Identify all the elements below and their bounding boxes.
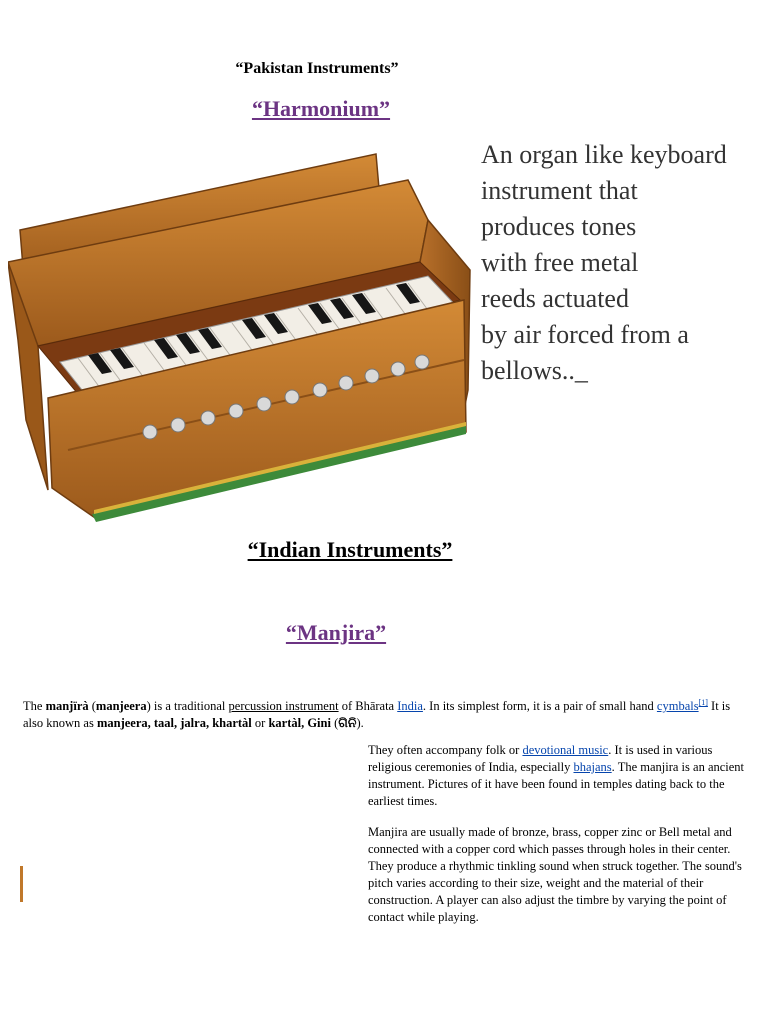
manjira-title: “Manjira”	[285, 620, 387, 645]
harmonium-title: “Harmonium”	[251, 96, 391, 121]
description-line-underscore: _	[574, 356, 588, 385]
text: . The manjira is an ancient instrument. Pictures of it have been found in temples dating back to the earliest times.	[368, 760, 745, 808]
text: or	[251, 716, 269, 731]
term-aliases: manjeera, taal, jalra, khartàl	[96, 716, 252, 731]
text: of Bhārata	[338, 699, 398, 714]
reference-1-link[interactable]: [1]	[698, 698, 708, 707]
percussion-instrument-link[interactable]: percussion instrument	[228, 699, 339, 714]
term-kartal-gini: kartàl, Gini	[268, 716, 331, 731]
term-manjira: manjïrà	[45, 699, 89, 714]
bhajans-link[interactable]: bhajans	[573, 760, 612, 774]
description-line: instrument that	[481, 176, 638, 205]
text: (	[330, 716, 339, 731]
description-line: produces tones	[481, 212, 637, 241]
devotional-music-link[interactable]: devotional music	[522, 743, 609, 757]
description-line: An organ like keyboard	[481, 140, 727, 169]
text: The	[23, 699, 46, 714]
description-line: by air forced from a	[481, 320, 689, 349]
harmonium-image	[8, 150, 474, 528]
text: ) is a traditional	[146, 699, 229, 714]
manjira-paragraph-1	[368, 742, 746, 810]
text: It is also known as	[23, 699, 731, 731]
text: They often accompany folk or	[368, 743, 523, 757]
description-line: with free metal	[481, 248, 639, 277]
section-heading-indian-instruments: “Indian Instruments”	[247, 537, 453, 562]
manjira-details	[368, 742, 746, 940]
india-link[interactable]: India	[397, 699, 423, 714]
description-line	[481, 353, 761, 389]
term-odia-gini: ଗିନି	[338, 716, 357, 731]
harmonium-description	[481, 137, 761, 389]
text: (	[88, 699, 96, 714]
image-edge-fragment	[20, 866, 23, 902]
manjira-paragraph-2: Manjira are usually made of bronze, brass, copper zinc or Bell metal and connected with a copper cord which passes through holes in their center. They produce a rhythmic tinkling sound when struck together. The sound's pitch varies according to their size, weight and the material of their construction. A player can also adjust the timbre by varying the point of contact while playing.	[368, 825, 742, 924]
text: . It is used in various religious ceremonies of India, especially	[368, 743, 713, 774]
text: ).	[356, 716, 364, 731]
cymbals-link[interactable]: cymbals	[656, 699, 699, 714]
term-manjeera: manjeera	[95, 699, 147, 714]
description-line-text: bellows..	[481, 356, 575, 385]
page-heading-pakistan-instruments: “Pakistan Instruments”	[235, 60, 399, 77]
manjira-intro-paragraph	[23, 694, 743, 732]
description-line: reeds actuated	[481, 284, 629, 313]
text: . In its simplest form, it is a pair of small hand	[422, 699, 657, 714]
